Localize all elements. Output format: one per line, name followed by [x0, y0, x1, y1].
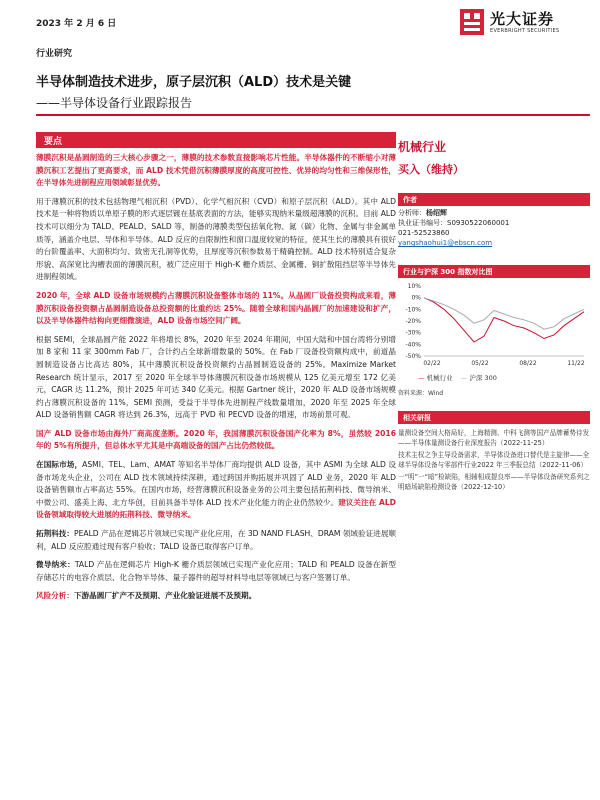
y-tick-label: -10% — [405, 306, 421, 314]
related-report[interactable]: 量测设备空间大格局好，上海精测、中科飞测等国产品牌蓄势待发——半导体量测设备行业深度报告（2022-11-25） — [398, 429, 590, 448]
risk-analysis — [36, 590, 396, 603]
broker-logo — [460, 6, 590, 40]
report-subtitle: ——半导体设备行业跟踪报告 — [36, 96, 193, 110]
analyst-phone: 021-52523860 — [398, 229, 450, 237]
summary-para-1: 薄膜沉积是晶圆制造的三大核心步骤之一，薄膜的技术参数直接影响芯片性能。半导体器件的不断缩小对薄膜沉积工艺提出了更高要求，而 ALD 技术凭借沉积薄膜厚度的高度可控性、优异的均匀性和三维保形性，在半导体先进制程应用领域彰显优势。 — [36, 153, 396, 188]
index-comparison-chart — [398, 278, 590, 386]
para-6-highlight: 建议关注在 ALD 设备领域取得较大进展的拓荆科技、微导纳米。 — [36, 497, 396, 520]
legend-index: 沪深 300 — [469, 374, 497, 382]
related-report[interactable]: 技术主权之争主导设备需求，半导体设备进口替代是主旋律——全球半导体设备与零部件行业2022 年三季报总结（2022-11-06） — [398, 450, 590, 470]
sun-logo-icon — [460, 9, 484, 35]
summary-body — [36, 152, 396, 609]
y-tick-label: 0% — [411, 294, 421, 302]
report-date: 2023 年 2 月 6 日 — [36, 19, 117, 29]
y-tick-label: -50% — [405, 353, 421, 360]
x-tick-label: 11/22 — [567, 360, 585, 367]
logo-cn: 光大证券 — [490, 10, 555, 28]
analyst-email[interactable]: yangshaohui1@ebscn.com — [398, 239, 493, 247]
x-tick-label: 08/22 — [519, 360, 537, 367]
risk-label: 风险分析： — [36, 591, 74, 601]
summary-para-6 — [36, 459, 396, 522]
sidebar — [398, 132, 590, 493]
para-7-lead: 拓荆科技： — [36, 529, 74, 539]
chart-legend — [418, 373, 497, 382]
para-6-body: ASMI、TEL、Lam、AMAT 等知名半导体厂商均提供 ALD 设备，其中 ASMI 为全球 ALD 设备市场龙头企业，公司在 ALD 技术领域持续深耕，通过跨国并购拓展并巩固了 ALD 业务，2020 年 ALD 设备销售额市占率高达 55%。在国内市场，经营薄膜沉积设备业务的公司主要包括拓荆科技、微导纳米、中微公司、盛美上海、北方华创，目前具备半导体 ALD 技术产业化能力的企业仍然较少。 — [36, 460, 397, 507]
para-7-body: PEALD 产品在逻辑芯片领域已实现产业化应用，在 3D NAND FLASH、DRAM 领域验证进展顺利，ALD 反应腔通过现有客户验收；TALD 设备已取得客户订单。 — [36, 529, 397, 551]
analyst-line — [398, 208, 590, 218]
x-tick-label: 02/22 — [423, 360, 441, 367]
author-header: 作者 — [398, 193, 590, 206]
analyst-name: 杨绍辉 — [426, 209, 447, 217]
legend-swatch-index: — — [460, 374, 468, 382]
analyst-label: 分析师： — [398, 209, 426, 217]
analyst-info — [398, 208, 590, 248]
y-tick-label: 10% — [407, 283, 421, 290]
industry-name: 机械行业 — [398, 140, 447, 154]
legend-industry: 机械行业 — [426, 374, 453, 382]
y-tick-label: -40% — [405, 341, 421, 349]
summary-para-3: 2020 年，全球 ALD 设备市场规模约占薄膜沉积设备整体市场的 11%。从晶圆厂设备投资构成来看，薄膜沉积设备投资额占晶圆制造设备总投资额的比重约达 25%。随着全球和国内晶圆厂的加速建设和扩产，以及半导体器件结构向更细微演进，ALD 设备市场空间广阔。 — [36, 290, 396, 326]
chart-canvas — [398, 278, 590, 386]
y-tick-label: -20% — [405, 318, 421, 325]
summary-para-2: 用于薄膜沉积的技术包括物理气相沉积（PVD）、化学气相沉积（CVD）和原子层沉积（ALD）。其中 ALD 技术是一种将物质以单原子膜的形式逐层镀在基底表面的方法，能够实现纳米量级超薄膜的沉积。目前 ALD 技术可以细分为 TALD、PEALD、SALD 等，制备的薄膜类型包括氧化物、氮（碳）化物、金属与非金属单质等，涵盖介电层、导体和半导体。ALD 反应的自限制性和窗口温度较宽的特征，使其生长的薄膜具有很好的台阶覆盖率、大面积均匀、致密无孔洞等优势，且厚度等沉积参数易于精确控制。ALD 技术特别适合复杂形貌、高深宽比沟槽表面的薄膜沉积，被广泛应用于 High-K 栅介质层、金属栅、铜扩散阻挡层等半导体先进制程领域。 — [36, 196, 396, 282]
rating: 买入（维持） — [398, 163, 464, 176]
summary-para-5: 国产 ALD 设备市场由海外厂商高度垄断。2020 年，我国薄膜沉积设备国产化率为 8%，虽然较 2016 年的 5%有所提升，但总体水平尤其是中高端设备的国产占比仍然较低。 — [36, 428, 396, 451]
series-line-industry — [424, 298, 584, 342]
legend-swatch-industry: — — [418, 374, 425, 382]
analyst-license: 执业证书编号：S0930522060001 — [398, 219, 510, 227]
related-header: 相关研报 — [398, 411, 590, 424]
related-reports — [398, 428, 590, 492]
logo-en: EVERBRIGHT SECURITIES — [490, 28, 560, 34]
para-8-body: TALD 产品在逻辑芯片 High-K 栅介质层领域已实现产业化应用；TALD 和 PEALD 设备在新型存储芯片的电容介质层、化合物半导体、量子器件的超导材料导电层等领域已与客户签署订单。 — [36, 560, 396, 582]
y-tick-label: -30% — [405, 329, 421, 337]
summary-header — [36, 132, 396, 148]
chart-source: 资料来源：Wind — [398, 390, 444, 397]
report-category: 行业研究 — [36, 49, 73, 59]
title-divider — [36, 114, 590, 116]
chart-header: 行业与沪深 300 指数对比图 — [398, 265, 590, 278]
para-8-lead: 微导纳米： — [36, 560, 75, 570]
report-title: 半导体制造技术进步，原子层沉积（ALD）技术是关键 — [36, 75, 352, 90]
para-6-lead: 在国际市场， — [36, 460, 83, 470]
summary-para-4: 根据 SEMI，全球晶圆产能 2022 年将增长 8%，2020 年至 2024 年期间，中国大陆和中国台湾将分别增加 8 家和 11 家 300mm Fab 厂，合计约占全球新增数量的 50%。在 Fab 厂设备投资额构成中，前道晶圆制造设备占比高达 80%，其中薄膜沉积设备投资额约占晶圆制造设备的 25%。Maximize Market Research 统计显示，2017 至 2020 年全球半导体薄膜沉积设备市场规模从 125 亿美元增至 172 亿美元，CAGR 达 11.2%，预计 2025 年可达 340 亿美元。根据 Gartner 统计，2020 年 ALD 设备市场规模约占薄膜沉积设备的 11%，SEMI 预测，受益于半导体先进制程产线数量增加，2020 年至 2025 年全球 ALD 设备销售额 CAGR 将达到 26.3%，远高于 PVD 和 PECVD 设备的增速，市场前景可观。 — [36, 334, 396, 420]
related-report[interactable]: 一“明”一“暗”检缺陷，相辅相成提良率——半导体设备研究系列之明暗场缺陷检测设备（2022-12-10） — [398, 472, 590, 492]
risk-text: 下游晶圆厂扩产不及预期、产业化验证进展不及预期。 — [73, 591, 257, 601]
x-tick-label: 05/22 — [471, 360, 489, 367]
summary-label: 要点 — [44, 137, 63, 147]
summary-para-7 — [36, 528, 396, 553]
summary-para-8 — [36, 559, 396, 584]
